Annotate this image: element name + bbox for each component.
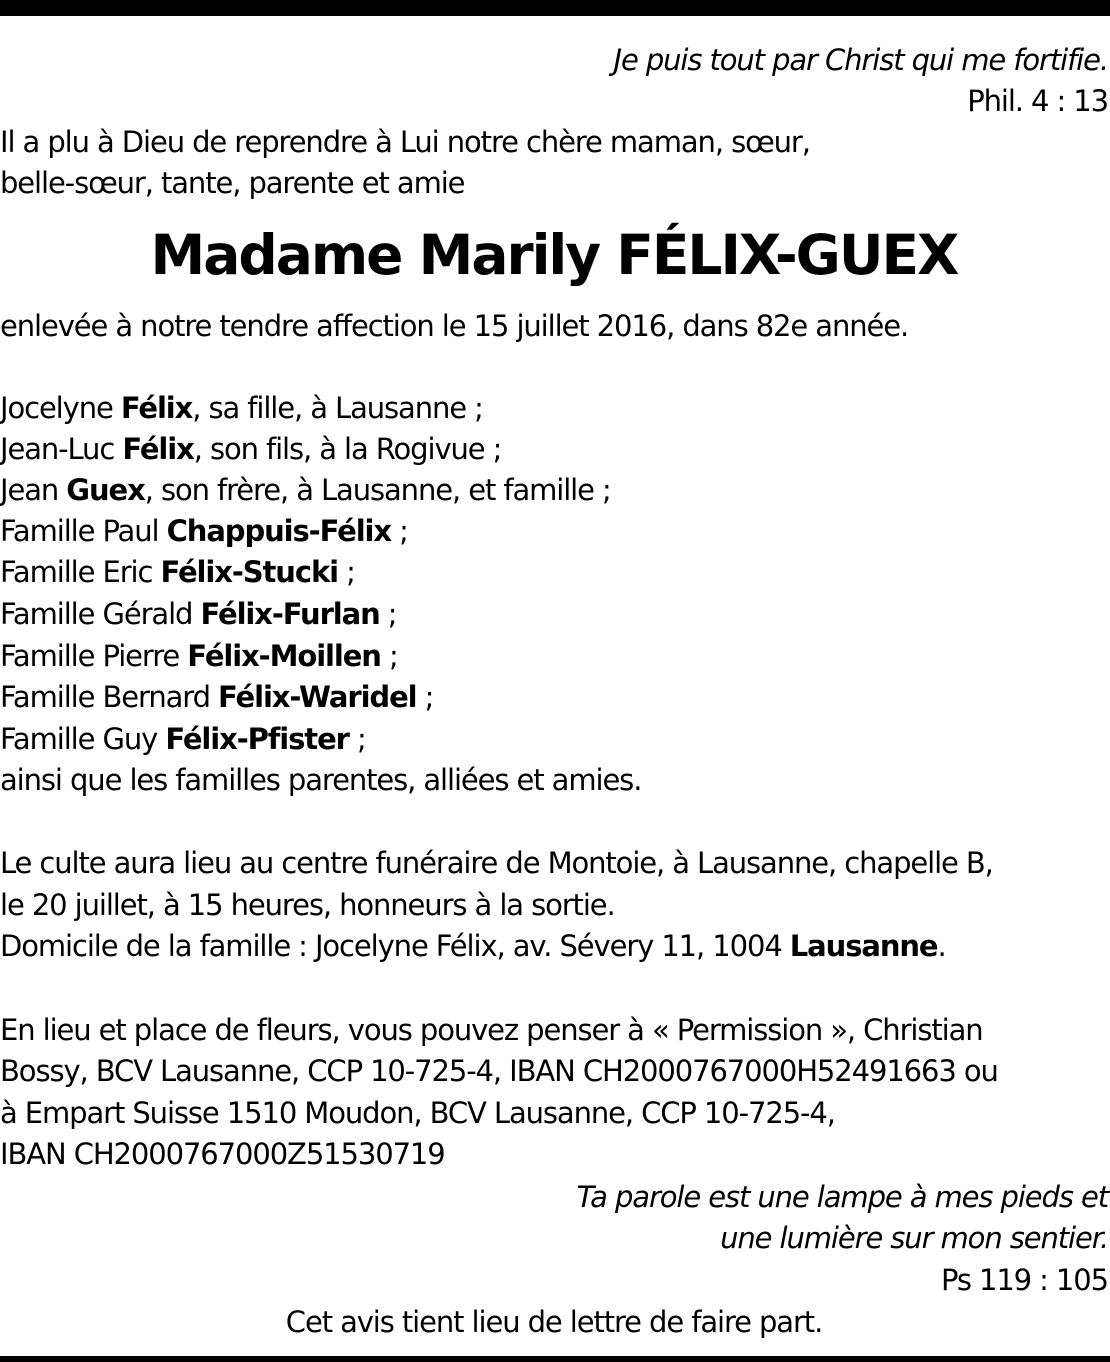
epigraph-top-reference: Phil. 4 : 13 <box>967 84 1108 118</box>
donation-line: En lieu et place de fleurs, vous pouvez penser à « Permission », Christian <box>0 1013 983 1047</box>
epigraph-bottom-reference: Ps 119 : 105 <box>940 1263 1108 1297</box>
mourner-surname: Félix <box>120 391 193 425</box>
epigraph-top-quote: Je puis tout par Christ qui me fortifie. <box>613 43 1108 77</box>
mourners-closing: ainsi que les familles parentes, alliées et amies. <box>0 763 642 797</box>
mourner-line: Famille Paul Chappuis-Félix ; <box>0 514 408 548</box>
mourner-line: Famille Pierre Félix-Moillen ; <box>0 639 398 673</box>
top-border-rule <box>0 0 1110 16</box>
mourner-line: Famille Eric Félix-Stucki ; <box>0 555 355 589</box>
mourner-line: Jean-Luc Félix, son fils, à la Rogivue ; <box>0 432 502 466</box>
epigraph-bottom-quote: Ta parole est une lampe à mes pieds et <box>576 1180 1108 1214</box>
mourner-surname: Félix-Pfister <box>165 722 349 756</box>
mourner-surname: Félix-Furlan <box>200 597 380 631</box>
service-line: Le culte aura lieu au centre funéraire de Montoie, à Lausanne, chapelle B, <box>0 846 993 880</box>
service-line: le 20 juillet, à 15 heures, honneurs à la sortie. <box>0 888 615 922</box>
mourner-surname: Félix-Waridel <box>218 680 417 714</box>
mourner-line: Jocelyne Félix, sa fille, à Lausanne ; <box>0 391 483 425</box>
intro-line: Il a plu à Dieu de reprendre à Lui notre chère maman, sœur, <box>0 125 810 159</box>
deceased-name: Madame Marily FÉLIX-GUEX <box>150 223 958 287</box>
epigraph-bottom-quote: une lumière sur mon sentier. <box>720 1221 1108 1255</box>
mourner-surname: Guex <box>66 473 145 507</box>
date-line: enlevée à notre tendre affection le 15 juillet 2016, dans 82e année. <box>0 309 909 343</box>
mourner-line: Famille Bernard Félix-Waridel ; <box>0 680 434 714</box>
donation-line: IBAN CH2000767000Z51530719 <box>0 1137 445 1171</box>
mourner-surname: Félix <box>122 432 194 466</box>
footer-note: Cet avis tient lieu de lettre de faire part. <box>285 1305 823 1339</box>
mourner-line: Famille Gérald Félix-Furlan ; <box>0 597 397 631</box>
mourner-surname: Chappuis-Félix <box>166 514 391 548</box>
mourner-line: Famille Guy Félix-Pfister ; <box>0 722 366 756</box>
intro-line: belle-sœur, tante, parente et amie <box>0 166 465 200</box>
mourner-line: Jean Guex, son frère, à Lausanne, et famille ; <box>0 473 611 507</box>
donation-line: à Empart Suisse 1510 Moudon, BCV Lausanne, CCP 10-725-4, <box>0 1096 835 1130</box>
domicile-city: Lausanne <box>789 929 938 963</box>
bottom-border-rule <box>0 1356 1110 1362</box>
mourner-surname: Félix-Stucki <box>160 555 338 589</box>
mourner-surname: Félix-Moillen <box>187 639 381 673</box>
domicile-line: Domicile de la famille : Jocelyne Félix, av. Sévery 11, 1004 Lausanne. <box>0 929 946 963</box>
donation-line: Bossy, BCV Lausanne, CCP 10-725-4, IBAN CH2000767000H52491663 ou <box>0 1054 998 1088</box>
